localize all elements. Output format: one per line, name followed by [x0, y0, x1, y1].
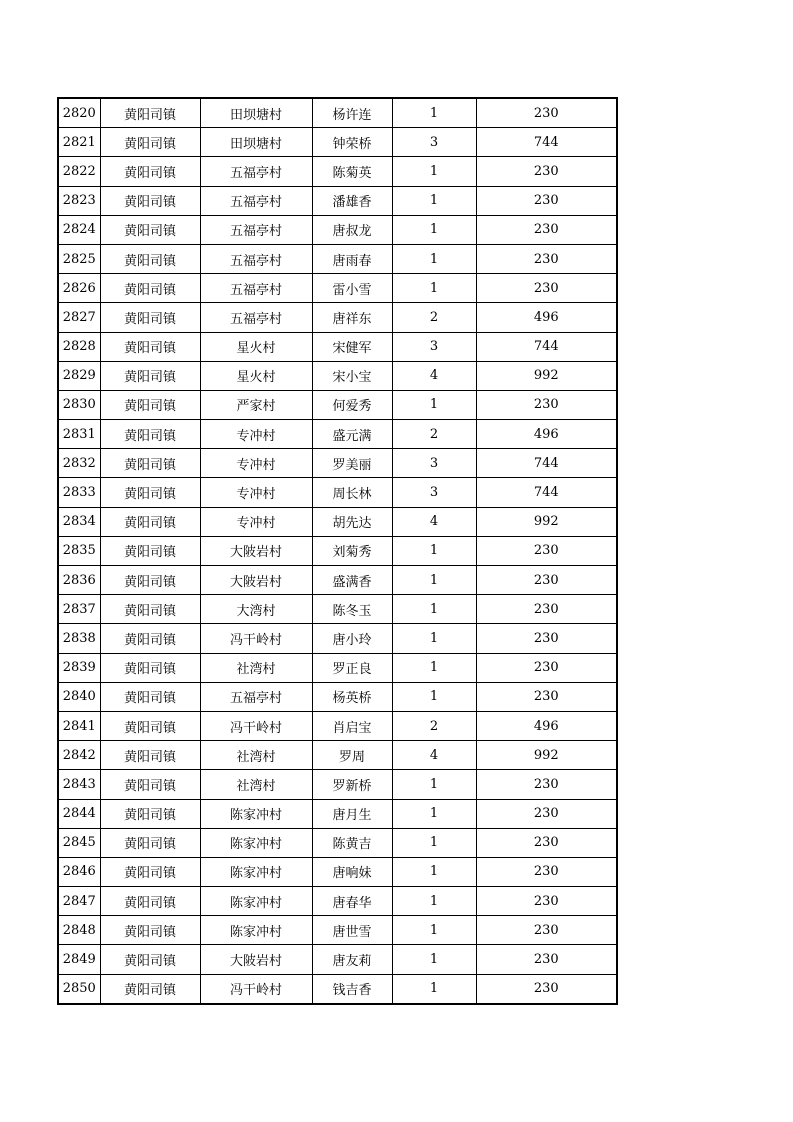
row-number: 2824	[58, 215, 100, 244]
count-cell: 1	[392, 186, 476, 215]
town-cell: 黄阳司镇	[100, 857, 200, 886]
amount-cell: 230	[476, 857, 617, 886]
amount-cell: 744	[476, 478, 617, 507]
amount-cell: 230	[476, 186, 617, 215]
table-row	[58, 332, 617, 361]
count-cell: 3	[392, 478, 476, 507]
table-row	[58, 98, 617, 128]
town-cell: 黄阳司镇	[100, 361, 200, 390]
name-cell: 何爱秀	[312, 390, 392, 419]
row-number: 2835	[58, 536, 100, 565]
town-cell: 黄阳司镇	[100, 478, 200, 507]
table-row	[58, 799, 617, 828]
village-cell: 严家村	[200, 390, 312, 419]
town-cell: 黄阳司镇	[100, 507, 200, 536]
table-row	[58, 974, 617, 1004]
town-cell: 黄阳司镇	[100, 799, 200, 828]
count-cell: 2	[392, 303, 476, 332]
amount-cell: 230	[476, 799, 617, 828]
amount-cell: 230	[476, 595, 617, 624]
count-cell: 1	[392, 857, 476, 886]
town-cell: 黄阳司镇	[100, 741, 200, 770]
name-cell: 唐祥东	[312, 303, 392, 332]
count-cell: 1	[392, 98, 476, 128]
table-row	[58, 274, 617, 303]
village-cell: 社湾村	[200, 653, 312, 682]
name-cell: 唐叔龙	[312, 215, 392, 244]
village-cell: 大湾村	[200, 595, 312, 624]
town-cell: 黄阳司镇	[100, 945, 200, 974]
row-number: 2841	[58, 711, 100, 740]
village-cell: 田坝塘村	[200, 98, 312, 128]
amount-cell: 230	[476, 770, 617, 799]
count-cell: 1	[392, 682, 476, 711]
count-cell: 1	[392, 157, 476, 186]
table-body	[58, 98, 617, 1004]
amount-cell: 230	[476, 916, 617, 945]
count-cell: 4	[392, 361, 476, 390]
town-cell: 黄阳司镇	[100, 157, 200, 186]
table-row	[58, 770, 617, 799]
row-number: 2834	[58, 507, 100, 536]
table-row	[58, 536, 617, 565]
count-cell: 2	[392, 420, 476, 449]
table-row	[58, 682, 617, 711]
row-number: 2837	[58, 595, 100, 624]
row-number: 2839	[58, 653, 100, 682]
table-row	[58, 653, 617, 682]
count-cell: 3	[392, 128, 476, 157]
village-cell: 大陂岩村	[200, 536, 312, 565]
table-row	[58, 507, 617, 536]
village-cell: 五福亭村	[200, 186, 312, 215]
village-cell: 五福亭村	[200, 244, 312, 273]
amount-cell: 992	[476, 361, 617, 390]
amount-cell: 230	[476, 157, 617, 186]
table-row	[58, 887, 617, 916]
count-cell: 1	[392, 974, 476, 1004]
village-cell: 大陂岩村	[200, 566, 312, 595]
row-number: 2823	[58, 186, 100, 215]
amount-cell: 496	[476, 420, 617, 449]
count-cell: 1	[392, 536, 476, 565]
town-cell: 黄阳司镇	[100, 98, 200, 128]
amount-cell: 230	[476, 244, 617, 273]
count-cell: 1	[392, 770, 476, 799]
count-cell: 1	[392, 566, 476, 595]
village-cell: 专冲村	[200, 449, 312, 478]
town-cell: 黄阳司镇	[100, 595, 200, 624]
name-cell: 杨英桥	[312, 682, 392, 711]
row-number: 2831	[58, 420, 100, 449]
count-cell: 1	[392, 624, 476, 653]
village-cell: 五福亭村	[200, 157, 312, 186]
count-cell: 4	[392, 507, 476, 536]
town-cell: 黄阳司镇	[100, 332, 200, 361]
amount-cell: 496	[476, 711, 617, 740]
name-cell: 周长林	[312, 478, 392, 507]
table-row	[58, 361, 617, 390]
table-row	[58, 478, 617, 507]
town-cell: 黄阳司镇	[100, 916, 200, 945]
town-cell: 黄阳司镇	[100, 536, 200, 565]
name-cell: 杨许连	[312, 98, 392, 128]
village-cell: 专冲村	[200, 420, 312, 449]
name-cell: 唐响妹	[312, 857, 392, 886]
amount-cell: 230	[476, 98, 617, 128]
village-cell: 五福亭村	[200, 215, 312, 244]
name-cell: 罗正良	[312, 653, 392, 682]
count-cell: 1	[392, 945, 476, 974]
row-number: 2838	[58, 624, 100, 653]
count-cell: 1	[392, 215, 476, 244]
count-cell: 1	[392, 916, 476, 945]
name-cell: 唐春华	[312, 887, 392, 916]
row-number: 2842	[58, 741, 100, 770]
name-cell: 陈菊英	[312, 157, 392, 186]
town-cell: 黄阳司镇	[100, 390, 200, 419]
name-cell: 唐世雪	[312, 916, 392, 945]
village-cell: 陈家冲村	[200, 799, 312, 828]
village-cell: 冯干岭村	[200, 974, 312, 1004]
row-number: 2836	[58, 566, 100, 595]
row-number: 2829	[58, 361, 100, 390]
name-cell: 罗美丽	[312, 449, 392, 478]
name-cell: 钱吉香	[312, 974, 392, 1004]
row-number: 2849	[58, 945, 100, 974]
name-cell: 肖启宝	[312, 711, 392, 740]
village-cell: 星火村	[200, 332, 312, 361]
amount-cell: 744	[476, 449, 617, 478]
amount-cell: 230	[476, 828, 617, 857]
table-row	[58, 857, 617, 886]
name-cell: 唐雨春	[312, 244, 392, 273]
village-cell: 陈家冲村	[200, 916, 312, 945]
name-cell: 唐小玲	[312, 624, 392, 653]
amount-cell: 230	[476, 536, 617, 565]
village-cell: 田坝塘村	[200, 128, 312, 157]
table-row	[58, 244, 617, 273]
row-number: 2827	[58, 303, 100, 332]
row-number: 2843	[58, 770, 100, 799]
town-cell: 黄阳司镇	[100, 274, 200, 303]
town-cell: 黄阳司镇	[100, 887, 200, 916]
table-row	[58, 945, 617, 974]
village-cell: 冯干岭村	[200, 624, 312, 653]
table-row	[58, 566, 617, 595]
village-cell: 陈家冲村	[200, 887, 312, 916]
count-cell: 1	[392, 799, 476, 828]
row-number: 2830	[58, 390, 100, 419]
count-cell: 1	[392, 390, 476, 419]
amount-cell: 744	[476, 332, 617, 361]
count-cell: 2	[392, 711, 476, 740]
town-cell: 黄阳司镇	[100, 244, 200, 273]
row-number: 2828	[58, 332, 100, 361]
town-cell: 黄阳司镇	[100, 303, 200, 332]
village-cell: 五福亭村	[200, 274, 312, 303]
table-row	[58, 828, 617, 857]
village-cell: 大陂岩村	[200, 945, 312, 974]
village-cell: 社湾村	[200, 741, 312, 770]
town-cell: 黄阳司镇	[100, 711, 200, 740]
name-cell: 潘雄香	[312, 186, 392, 215]
row-number: 2825	[58, 244, 100, 273]
table-row	[58, 128, 617, 157]
count-cell: 1	[392, 244, 476, 273]
count-cell: 1	[392, 887, 476, 916]
amount-cell: 992	[476, 507, 617, 536]
name-cell: 雷小雪	[312, 274, 392, 303]
amount-cell: 496	[476, 303, 617, 332]
name-cell: 盛元满	[312, 420, 392, 449]
amount-cell: 230	[476, 974, 617, 1004]
amount-cell: 230	[476, 274, 617, 303]
count-cell: 3	[392, 449, 476, 478]
village-cell: 专冲村	[200, 478, 312, 507]
name-cell: 刘菊秀	[312, 536, 392, 565]
village-cell: 五福亭村	[200, 682, 312, 711]
amount-cell: 230	[476, 653, 617, 682]
table-row	[58, 711, 617, 740]
table-row	[58, 741, 617, 770]
amount-cell: 230	[476, 624, 617, 653]
town-cell: 黄阳司镇	[100, 449, 200, 478]
amount-cell: 230	[476, 390, 617, 419]
town-cell: 黄阳司镇	[100, 186, 200, 215]
count-cell: 1	[392, 653, 476, 682]
row-number: 2848	[58, 916, 100, 945]
table-row	[58, 157, 617, 186]
count-cell: 3	[392, 332, 476, 361]
name-cell: 唐友莉	[312, 945, 392, 974]
row-number: 2826	[58, 274, 100, 303]
count-cell: 1	[392, 595, 476, 624]
count-cell: 1	[392, 274, 476, 303]
name-cell: 胡先达	[312, 507, 392, 536]
table-row	[58, 595, 617, 624]
name-cell: 陈黄吉	[312, 828, 392, 857]
town-cell: 黄阳司镇	[100, 828, 200, 857]
town-cell: 黄阳司镇	[100, 682, 200, 711]
row-number: 2821	[58, 128, 100, 157]
row-number: 2844	[58, 799, 100, 828]
row-number: 2845	[58, 828, 100, 857]
town-cell: 黄阳司镇	[100, 215, 200, 244]
table-row	[58, 420, 617, 449]
village-cell: 陈家冲村	[200, 828, 312, 857]
table-row	[58, 303, 617, 332]
town-cell: 黄阳司镇	[100, 770, 200, 799]
row-number: 2833	[58, 478, 100, 507]
name-cell: 陈冬玉	[312, 595, 392, 624]
village-cell: 五福亭村	[200, 303, 312, 332]
name-cell: 宋健军	[312, 332, 392, 361]
town-cell: 黄阳司镇	[100, 566, 200, 595]
table-row	[58, 449, 617, 478]
amount-cell: 744	[476, 128, 617, 157]
row-number: 2846	[58, 857, 100, 886]
name-cell: 钟荣桥	[312, 128, 392, 157]
name-cell: 唐月生	[312, 799, 392, 828]
village-cell: 陈家冲村	[200, 857, 312, 886]
row-number: 2847	[58, 887, 100, 916]
count-cell: 1	[392, 828, 476, 857]
village-cell: 社湾村	[200, 770, 312, 799]
amount-cell: 230	[476, 887, 617, 916]
village-cell: 专冲村	[200, 507, 312, 536]
town-cell: 黄阳司镇	[100, 420, 200, 449]
amount-cell: 230	[476, 566, 617, 595]
amount-cell: 230	[476, 682, 617, 711]
table-row	[58, 916, 617, 945]
table-row	[58, 390, 617, 419]
name-cell: 罗周	[312, 741, 392, 770]
row-number: 2822	[58, 157, 100, 186]
town-cell: 黄阳司镇	[100, 653, 200, 682]
row-number: 2840	[58, 682, 100, 711]
amount-cell: 230	[476, 215, 617, 244]
table-row	[58, 215, 617, 244]
table-row	[58, 624, 617, 653]
village-cell: 冯干岭村	[200, 711, 312, 740]
town-cell: 黄阳司镇	[100, 128, 200, 157]
row-number: 2850	[58, 974, 100, 1004]
name-cell: 罗新桥	[312, 770, 392, 799]
name-cell: 盛满香	[312, 566, 392, 595]
name-cell: 宋小宝	[312, 361, 392, 390]
count-cell: 4	[392, 741, 476, 770]
amount-cell: 992	[476, 741, 617, 770]
town-cell: 黄阳司镇	[100, 974, 200, 1004]
table-row	[58, 186, 617, 215]
village-cell: 星火村	[200, 361, 312, 390]
town-cell: 黄阳司镇	[100, 624, 200, 653]
data-table	[57, 97, 618, 1005]
row-number: 2832	[58, 449, 100, 478]
row-number: 2820	[58, 98, 100, 128]
amount-cell: 230	[476, 945, 617, 974]
